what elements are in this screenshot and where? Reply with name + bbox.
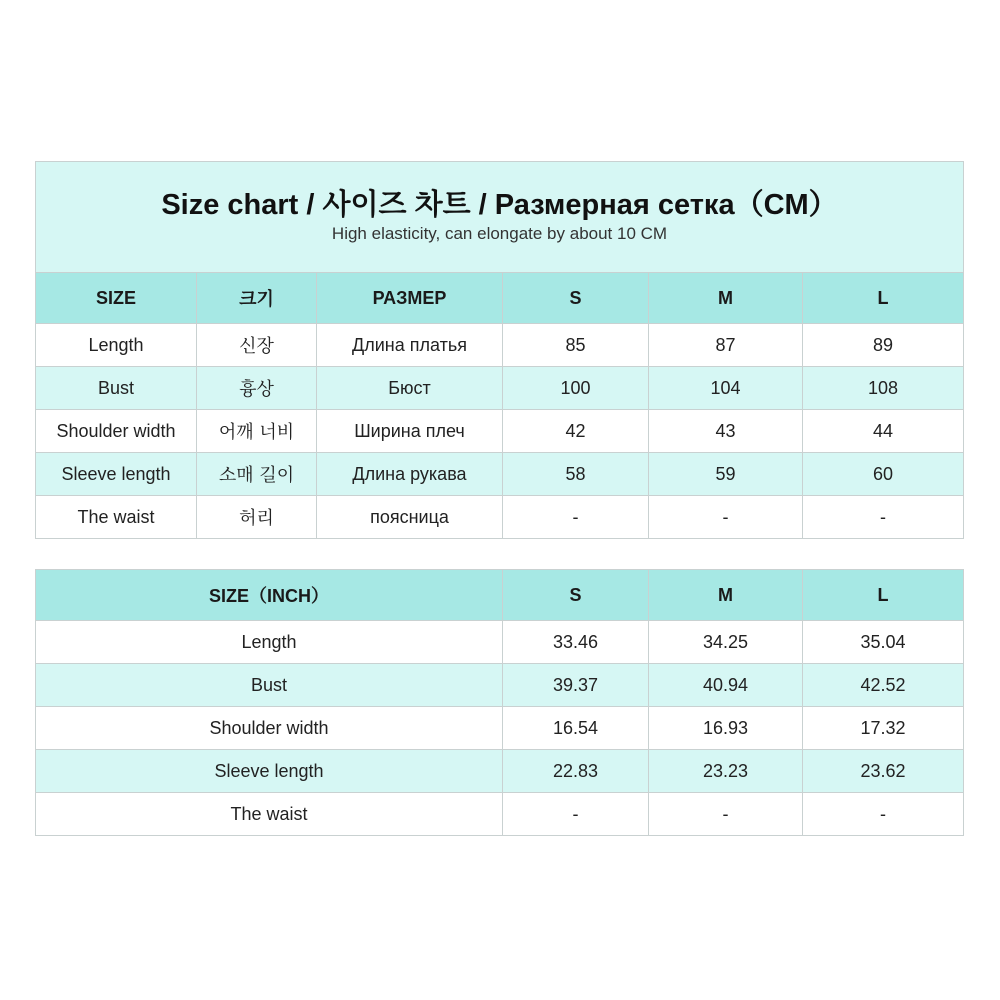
row-label-ru: Длина платья — [317, 324, 503, 367]
value-m: 40.94 — [649, 664, 803, 707]
value-m: - — [649, 496, 803, 539]
table-row — [36, 707, 964, 750]
value-l: 17.32 — [803, 707, 964, 750]
header-size-ru: РАЗМЕР — [317, 273, 503, 324]
row-label: Shoulder width — [36, 707, 503, 750]
value-s: - — [503, 793, 649, 836]
size-chart-inch-table — [35, 569, 964, 836]
row-label: Sleeve length — [36, 453, 197, 496]
table-row — [36, 793, 964, 836]
value-m: 23.23 — [649, 750, 803, 793]
cm-header-row — [36, 273, 964, 324]
chart-title: Size chart / 사이즈 차트 / Размерная сетка（CM） — [161, 189, 838, 221]
row-label-kr: 허리 — [197, 496, 317, 539]
table-row — [36, 496, 964, 539]
value-s: 100 — [503, 367, 649, 410]
row-label-kr: 흉상 — [197, 367, 317, 410]
value-l: 108 — [803, 367, 964, 410]
value-s: 85 — [503, 324, 649, 367]
value-s: 42 — [503, 410, 649, 453]
value-l: 35.04 — [803, 621, 964, 664]
value-l: 89 — [803, 324, 964, 367]
row-label-ru: Ширина плеч — [317, 410, 503, 453]
row-label-kr: 어깨 너비 — [197, 410, 317, 453]
header-s: S — [503, 273, 649, 324]
header-size: SIZE — [36, 273, 197, 324]
value-l: 42.52 — [803, 664, 964, 707]
value-m: 87 — [649, 324, 803, 367]
value-m: 59 — [649, 453, 803, 496]
value-s: 39.37 — [503, 664, 649, 707]
value-m: 104 — [649, 367, 803, 410]
row-label-ru: Бюст — [317, 367, 503, 410]
table-row — [36, 621, 964, 664]
table-row — [36, 750, 964, 793]
value-m: - — [649, 793, 803, 836]
value-l: 44 — [803, 410, 964, 453]
value-m: 34.25 — [649, 621, 803, 664]
header-size-inch: SIZE（INCH） — [36, 570, 503, 621]
header-l: L — [803, 570, 964, 621]
table-row — [36, 410, 964, 453]
value-s: 16.54 — [503, 707, 649, 750]
header-m: M — [649, 570, 803, 621]
title-row — [36, 162, 964, 273]
value-s: 22.83 — [503, 750, 649, 793]
header-s: S — [503, 570, 649, 621]
header-size-kr: 크기 — [197, 273, 317, 324]
row-label-kr: 소매 길이 — [197, 453, 317, 496]
row-label-kr: 신장 — [197, 324, 317, 367]
value-s: 58 — [503, 453, 649, 496]
header-l: L — [803, 273, 964, 324]
value-s: - — [503, 496, 649, 539]
row-label: Bust — [36, 367, 197, 410]
value-l: - — [803, 496, 964, 539]
row-label: Length — [36, 324, 197, 367]
value-m: 16.93 — [649, 707, 803, 750]
row-label: Sleeve length — [36, 750, 503, 793]
row-label: Length — [36, 621, 503, 664]
value-s: 33.46 — [503, 621, 649, 664]
row-label: The waist — [36, 793, 503, 836]
row-label-ru: Длина рукава — [317, 453, 503, 496]
title-cell — [36, 162, 964, 273]
table-row — [36, 367, 964, 410]
chart-subtitle: High elasticity, can elongate by about 10 CM — [331, 224, 668, 243]
value-l: - — [803, 793, 964, 836]
row-label: Bust — [36, 664, 503, 707]
value-l: 60 — [803, 453, 964, 496]
value-m: 43 — [649, 410, 803, 453]
table-row — [36, 664, 964, 707]
value-l: 23.62 — [803, 750, 964, 793]
table-row — [36, 453, 964, 496]
size-chart-cm-table — [35, 161, 964, 539]
row-label-ru: поясница — [317, 496, 503, 539]
row-label: Shoulder width — [36, 410, 197, 453]
inch-header-row — [36, 570, 964, 621]
table-row — [36, 324, 964, 367]
row-label: The waist — [36, 496, 197, 539]
header-m: M — [649, 273, 803, 324]
